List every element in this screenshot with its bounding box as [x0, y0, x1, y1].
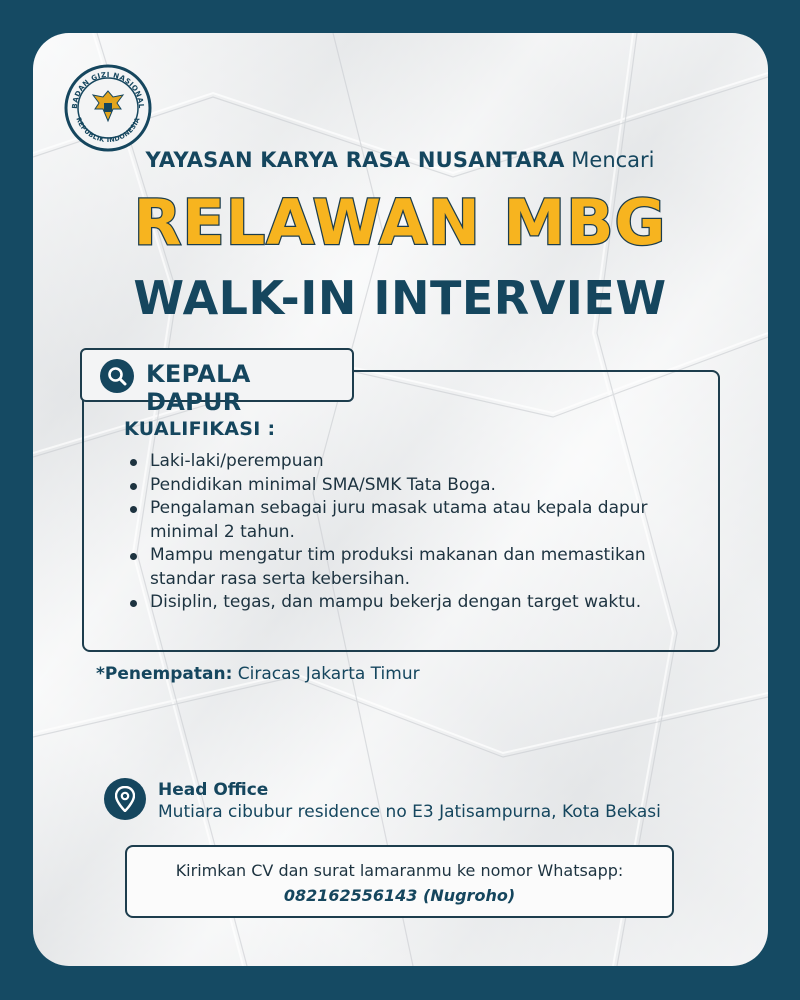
search-icon	[100, 359, 134, 393]
contact-instruction: Kirimkan CV dan surat lamaranmu ke nomor Whatsapp:	[175, 861, 624, 880]
placement-label: *Penempatan:	[96, 664, 233, 684]
office-title: Head Office	[158, 780, 269, 800]
location-pin-icon	[104, 778, 146, 820]
position-title: KEPALA DAPUR	[146, 360, 251, 416]
sub-title: WALK-IN INTERVIEW	[133, 271, 667, 325]
org-name: YAYASAN KARYA RASA NUSANTARA	[145, 148, 565, 172]
main-title: RELAWAN MBG	[133, 186, 667, 259]
qualifications-heading: KUALIFIKASI :	[124, 418, 276, 440]
garuda-emblem-icon	[63, 63, 153, 153]
contact-box	[125, 845, 674, 918]
whatsapp-number[interactable]: 082162556143 (Nugroho)	[283, 886, 516, 905]
logo-text-bottom: REPUBLIK INDONESIA	[74, 116, 142, 145]
qualification-item: Pengalaman sebagai juru masak utama atau kepala dapur minimal 2 tahun.	[130, 497, 690, 544]
position-pill	[80, 348, 354, 416]
qualification-item: Disiplin, tegas, dan mampu bekerja dengan target waktu.	[130, 591, 690, 615]
qualification-item: Pendidikan minimal SMA/SMK Tata Boga.	[130, 474, 690, 498]
qualification-item: Mampu mengatur tim produksi makanan dan memastikan standar rasa serta kebersihan.	[130, 544, 690, 591]
office-address: Mutiara cibubur residence no E3 Jatisampurna, Kota Bekasi	[158, 802, 661, 822]
placement-value: Ciracas Jakarta Timur	[232, 664, 420, 684]
qualification-list	[130, 450, 690, 615]
logo-text-top: BADAN GIZI NASIONAL	[70, 70, 146, 110]
org-suffix: Mencari	[564, 148, 655, 172]
org-line	[0, 148, 800, 172]
placement-line	[96, 664, 420, 684]
qualification-item: Laki-laki/perempuan	[130, 450, 690, 474]
